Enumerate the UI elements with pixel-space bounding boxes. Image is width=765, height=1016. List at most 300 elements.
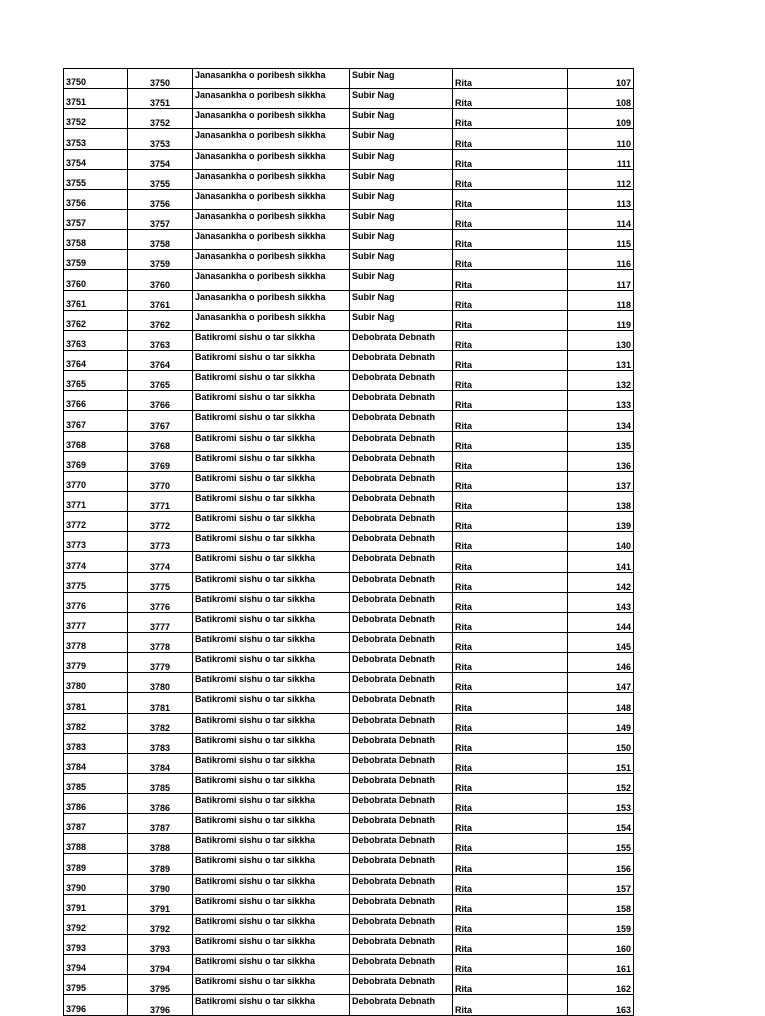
title-cell: Janasankha o poribesh sikkha [193,209,350,229]
author-cell: Subir Nag [350,189,453,209]
title-cell: Janasankha o poribesh sikkha [193,290,350,310]
page-number-cell: 114 [568,209,634,229]
copy-number-cell: 3762 [128,310,193,330]
accession-number-cell: 3780 [64,673,128,693]
author-cell: Subir Nag [350,129,453,149]
table-row [64,270,634,290]
accession-number-cell: 3771 [64,491,128,511]
page-number-cell: 158 [568,894,634,914]
transcriber-cell: Rita [453,411,568,431]
accession-number-cell: 3782 [64,713,128,733]
author-cell: Debobrata Debnath [350,653,453,673]
table-row [64,572,634,592]
table-row [64,753,634,773]
copy-number-cell: 3756 [128,189,193,209]
page-number-cell: 142 [568,572,634,592]
transcriber-cell: Rita [453,914,568,934]
table-row [64,371,634,391]
transcriber-cell: Rita [453,713,568,733]
accession-number-cell: 3785 [64,773,128,793]
title-cell: Batikromi sishu o tar sikkha [193,894,350,914]
title-cell: Batikromi sishu o tar sikkha [193,471,350,491]
table-row [64,230,634,250]
accession-number-cell: 3779 [64,653,128,673]
copy-number-cell: 3755 [128,169,193,189]
page-number-cell: 109 [568,109,634,129]
title-cell: Batikromi sishu o tar sikkha [193,854,350,874]
accession-number-cell: 3790 [64,874,128,894]
page-number-cell: 162 [568,975,634,995]
accession-number-cell: 3784 [64,753,128,773]
page-number-cell: 131 [568,350,634,370]
table-row [64,189,634,209]
accession-number-cell: 3791 [64,894,128,914]
transcriber-cell: Rita [453,491,568,511]
accession-number-cell: 3756 [64,189,128,209]
title-cell: Janasankha o poribesh sikkha [193,310,350,330]
author-cell: Debobrata Debnath [350,552,453,572]
table-row [64,491,634,511]
table-row [64,592,634,612]
table-row [64,955,634,975]
copy-number-cell: 3795 [128,975,193,995]
page-number-cell: 130 [568,330,634,350]
author-cell: Debobrata Debnath [350,411,453,431]
author-cell: Debobrata Debnath [350,371,453,391]
table-row [64,350,634,370]
title-cell: Batikromi sishu o tar sikkha [193,491,350,511]
author-cell: Subir Nag [350,230,453,250]
transcriber-cell: Rita [453,371,568,391]
title-cell: Batikromi sishu o tar sikkha [193,713,350,733]
title-cell: Batikromi sishu o tar sikkha [193,552,350,572]
transcriber-cell: Rita [453,753,568,773]
page-number-cell: 138 [568,491,634,511]
page-number-cell: 161 [568,955,634,975]
author-cell: Debobrata Debnath [350,431,453,451]
copy-number-cell: 3776 [128,592,193,612]
title-cell: Batikromi sishu o tar sikkha [193,653,350,673]
table-row [64,391,634,411]
table-row [64,834,634,854]
table-row [64,512,634,532]
author-cell: Debobrata Debnath [350,995,453,1015]
accession-number-cell: 3758 [64,230,128,250]
copy-number-cell: 3754 [128,149,193,169]
accession-number-cell: 3759 [64,250,128,270]
page-number-cell: 141 [568,552,634,572]
copy-number-cell: 3779 [128,653,193,673]
page-number-cell: 143 [568,592,634,612]
copy-number-cell: 3767 [128,411,193,431]
author-cell: Debobrata Debnath [350,733,453,753]
table-row [64,290,634,310]
table-row [64,411,634,431]
accession-number-cell: 3787 [64,814,128,834]
transcriber-cell: Rita [453,169,568,189]
accession-number-cell: 3778 [64,632,128,652]
accession-number-cell: 3768 [64,431,128,451]
table-row [64,612,634,632]
page-number-cell: 159 [568,914,634,934]
accession-number-cell: 3764 [64,350,128,370]
transcriber-cell: Rita [453,230,568,250]
copy-number-cell: 3794 [128,955,193,975]
transcriber-cell: Rita [453,794,568,814]
page-number-cell: 160 [568,935,634,955]
title-cell: Batikromi sishu o tar sikkha [193,733,350,753]
table-row [64,552,634,572]
transcriber-cell: Rita [453,653,568,673]
copy-number-cell: 3772 [128,512,193,532]
table-row [64,733,634,753]
title-cell: Batikromi sishu o tar sikkha [193,391,350,411]
transcriber-cell: Rita [453,995,568,1015]
title-cell: Batikromi sishu o tar sikkha [193,874,350,894]
author-cell: Debobrata Debnath [350,693,453,713]
transcriber-cell: Rita [453,632,568,652]
page-number-cell: 119 [568,310,634,330]
table-row [64,693,634,713]
title-cell: Batikromi sishu o tar sikkha [193,773,350,793]
author-cell: Debobrata Debnath [350,874,453,894]
transcriber-cell: Rita [453,572,568,592]
accession-number-cell: 3775 [64,572,128,592]
page-number-cell: 150 [568,733,634,753]
copy-number-cell: 3771 [128,491,193,511]
accession-number-cell: 3772 [64,512,128,532]
copy-number-cell: 3751 [128,89,193,109]
copy-number-cell: 3753 [128,129,193,149]
page-number-cell: 118 [568,290,634,310]
copy-number-cell: 3784 [128,753,193,773]
transcriber-cell: Rita [453,350,568,370]
table-row [64,209,634,229]
page-number-cell: 146 [568,653,634,673]
accession-number-cell: 3774 [64,552,128,572]
transcriber-cell: Rita [453,431,568,451]
transcriber-cell: Rita [453,471,568,491]
page-number-cell: 116 [568,250,634,270]
transcriber-cell: Rita [453,975,568,995]
page-number-cell: 112 [568,169,634,189]
author-cell: Debobrata Debnath [350,713,453,733]
transcriber-cell: Rita [453,612,568,632]
author-cell: Debobrata Debnath [350,532,453,552]
title-cell: Batikromi sishu o tar sikkha [193,592,350,612]
author-cell: Debobrata Debnath [350,592,453,612]
copy-number-cell: 3759 [128,250,193,270]
page-number-cell: 115 [568,230,634,250]
title-cell: Batikromi sishu o tar sikkha [193,371,350,391]
author-cell: Subir Nag [350,69,453,89]
author-cell: Subir Nag [350,310,453,330]
copy-number-cell: 3764 [128,350,193,370]
transcriber-cell: Rita [453,270,568,290]
copy-number-cell: 3775 [128,572,193,592]
copy-number-cell: 3777 [128,612,193,632]
accession-number-cell: 3766 [64,391,128,411]
author-cell: Debobrata Debnath [350,935,453,955]
table-row [64,330,634,350]
table-row [64,814,634,834]
page-number-cell: 132 [568,371,634,391]
author-cell: Debobrata Debnath [350,914,453,934]
transcriber-cell: Rita [453,552,568,572]
page-number-cell: 155 [568,834,634,854]
table-row [64,109,634,129]
title-cell: Batikromi sishu o tar sikkha [193,431,350,451]
accession-number-cell: 3777 [64,612,128,632]
author-cell: Debobrata Debnath [350,975,453,995]
copy-number-cell: 3768 [128,431,193,451]
table-row [64,935,634,955]
author-cell: Debobrata Debnath [350,330,453,350]
page-number-cell: 147 [568,673,634,693]
accession-number-cell: 3795 [64,975,128,995]
page-number-cell: 137 [568,471,634,491]
title-cell: Batikromi sishu o tar sikkha [193,451,350,471]
title-cell: Batikromi sishu o tar sikkha [193,955,350,975]
author-cell: Debobrata Debnath [350,673,453,693]
page-number-cell: 117 [568,270,634,290]
page-number-cell: 145 [568,632,634,652]
author-cell: Debobrata Debnath [350,612,453,632]
page-number-cell: 157 [568,874,634,894]
copy-number-cell: 3758 [128,230,193,250]
author-cell: Debobrata Debnath [350,814,453,834]
title-cell: Batikromi sishu o tar sikkha [193,512,350,532]
table-row [64,451,634,471]
transcriber-cell: Rita [453,814,568,834]
accession-number-cell: 3757 [64,209,128,229]
title-cell: Batikromi sishu o tar sikkha [193,814,350,834]
accession-number-cell: 3762 [64,310,128,330]
accession-number-cell: 3781 [64,693,128,713]
author-cell: Debobrata Debnath [350,512,453,532]
accession-number-cell: 3755 [64,169,128,189]
title-cell: Batikromi sishu o tar sikkha [193,935,350,955]
author-cell: Debobrata Debnath [350,632,453,652]
transcriber-cell: Rita [453,592,568,612]
author-cell: Subir Nag [350,209,453,229]
transcriber-cell: Rita [453,854,568,874]
accession-number-cell: 3753 [64,129,128,149]
transcriber-cell: Rita [453,391,568,411]
title-cell: Janasankha o poribesh sikkha [193,69,350,89]
copy-number-cell: 3773 [128,532,193,552]
copy-number-cell: 3786 [128,794,193,814]
title-cell: Batikromi sishu o tar sikkha [193,794,350,814]
transcriber-cell: Rita [453,149,568,169]
transcriber-cell: Rita [453,129,568,149]
title-cell: Batikromi sishu o tar sikkha [193,975,350,995]
table-row [64,632,634,652]
transcriber-cell: Rita [453,935,568,955]
author-cell: Debobrata Debnath [350,834,453,854]
page-number-cell: 111 [568,149,634,169]
title-cell: Batikromi sishu o tar sikkha [193,532,350,552]
transcriber-cell: Rita [453,673,568,693]
table-row [64,471,634,491]
copy-number-cell: 3785 [128,773,193,793]
author-cell: Debobrata Debnath [350,854,453,874]
page-number-cell: 163 [568,995,634,1015]
page-number-cell: 139 [568,512,634,532]
author-cell: Debobrata Debnath [350,794,453,814]
transcriber-cell: Rita [453,874,568,894]
transcriber-cell: Rita [453,310,568,330]
copy-number-cell: 3769 [128,451,193,471]
page-number-cell: 113 [568,189,634,209]
title-cell: Batikromi sishu o tar sikkha [193,914,350,934]
accession-number-cell: 3763 [64,330,128,350]
page-number-cell: 134 [568,411,634,431]
transcriber-cell: Rita [453,209,568,229]
table-row [64,854,634,874]
author-cell: Debobrata Debnath [350,451,453,471]
catalog-table-body [64,69,634,1016]
page-number-cell: 140 [568,532,634,552]
title-cell: Janasankha o poribesh sikkha [193,189,350,209]
accession-number-cell: 3754 [64,149,128,169]
accession-number-cell: 3751 [64,89,128,109]
transcriber-cell: Rita [453,733,568,753]
table-row [64,773,634,793]
accession-number-cell: 3789 [64,854,128,874]
copy-number-cell: 3792 [128,914,193,934]
title-cell: Batikromi sishu o tar sikkha [193,753,350,773]
accession-number-cell: 3773 [64,532,128,552]
transcriber-cell: Rita [453,773,568,793]
copy-number-cell: 3770 [128,471,193,491]
page-number-cell: 154 [568,814,634,834]
copy-number-cell: 3760 [128,270,193,290]
page-number-cell: 152 [568,773,634,793]
copy-number-cell: 3761 [128,290,193,310]
accession-number-cell: 3770 [64,471,128,491]
copy-number-cell: 3787 [128,814,193,834]
table-row [64,532,634,552]
author-cell: Debobrata Debnath [350,773,453,793]
copy-number-cell: 3763 [128,330,193,350]
title-cell: Janasankha o poribesh sikkha [193,109,350,129]
copy-number-cell: 3766 [128,391,193,411]
transcriber-cell: Rita [453,330,568,350]
transcriber-cell: Rita [453,109,568,129]
table-row [64,431,634,451]
transcriber-cell: Rita [453,532,568,552]
transcriber-cell: Rita [453,894,568,914]
table-row [64,89,634,109]
copy-number-cell: 3750 [128,69,193,89]
author-cell: Debobrata Debnath [350,753,453,773]
copy-number-cell: 3757 [128,209,193,229]
author-cell: Subir Nag [350,270,453,290]
title-cell: Batikromi sishu o tar sikkha [193,632,350,652]
author-cell: Subir Nag [350,250,453,270]
title-cell: Janasankha o poribesh sikkha [193,230,350,250]
transcriber-cell: Rita [453,693,568,713]
accession-number-cell: 3786 [64,794,128,814]
title-cell: Batikromi sishu o tar sikkha [193,411,350,431]
title-cell: Batikromi sishu o tar sikkha [193,693,350,713]
page-number-cell: 149 [568,713,634,733]
page-number-cell: 156 [568,854,634,874]
copy-number-cell: 3783 [128,733,193,753]
page-number-cell: 153 [568,794,634,814]
title-cell: Janasankha o poribesh sikkha [193,270,350,290]
author-cell: Subir Nag [350,89,453,109]
table-row [64,250,634,270]
copy-number-cell: 3789 [128,854,193,874]
author-cell: Subir Nag [350,109,453,129]
title-cell: Janasankha o poribesh sikkha [193,89,350,109]
copy-number-cell: 3778 [128,632,193,652]
copy-number-cell: 3788 [128,834,193,854]
table-row [64,310,634,330]
author-cell: Debobrata Debnath [350,572,453,592]
author-cell: Debobrata Debnath [350,491,453,511]
transcriber-cell: Rita [453,512,568,532]
accession-number-cell: 3761 [64,290,128,310]
title-cell: Batikromi sishu o tar sikkha [193,673,350,693]
copy-number-cell: 3793 [128,935,193,955]
accession-number-cell: 3794 [64,955,128,975]
copy-number-cell: 3790 [128,874,193,894]
copy-number-cell: 3791 [128,894,193,914]
accession-number-cell: 3776 [64,592,128,612]
transcriber-cell: Rita [453,290,568,310]
title-cell: Janasankha o poribesh sikkha [193,149,350,169]
table-row [64,69,634,89]
copy-number-cell: 3780 [128,673,193,693]
table-row [64,713,634,733]
table-row [64,794,634,814]
author-cell: Subir Nag [350,149,453,169]
table-row [64,673,634,693]
author-cell: Subir Nag [350,169,453,189]
table-row [64,149,634,169]
title-cell: Batikromi sishu o tar sikkha [193,612,350,632]
table-row [64,914,634,934]
title-cell: Batikromi sishu o tar sikkha [193,350,350,370]
transcriber-cell: Rita [453,69,568,89]
table-row [64,129,634,149]
title-cell: Batikromi sishu o tar sikkha [193,834,350,854]
accession-number-cell: 3750 [64,69,128,89]
transcriber-cell: Rita [453,955,568,975]
author-cell: Debobrata Debnath [350,350,453,370]
copy-number-cell: 3765 [128,371,193,391]
page-number-cell: 148 [568,693,634,713]
transcriber-cell: Rita [453,189,568,209]
accession-number-cell: 3767 [64,411,128,431]
accession-number-cell: 3752 [64,109,128,129]
transcriber-cell: Rita [453,89,568,109]
page-number-cell: 151 [568,753,634,773]
table-row [64,874,634,894]
page-number-cell: 133 [568,391,634,411]
copy-number-cell: 3781 [128,693,193,713]
page-number-cell: 107 [568,69,634,89]
table-row [64,169,634,189]
title-cell: Batikromi sishu o tar sikkha [193,572,350,592]
transcriber-cell: Rita [453,834,568,854]
transcriber-cell: Rita [453,451,568,471]
title-cell: Batikromi sishu o tar sikkha [193,330,350,350]
copy-number-cell: 3752 [128,109,193,129]
